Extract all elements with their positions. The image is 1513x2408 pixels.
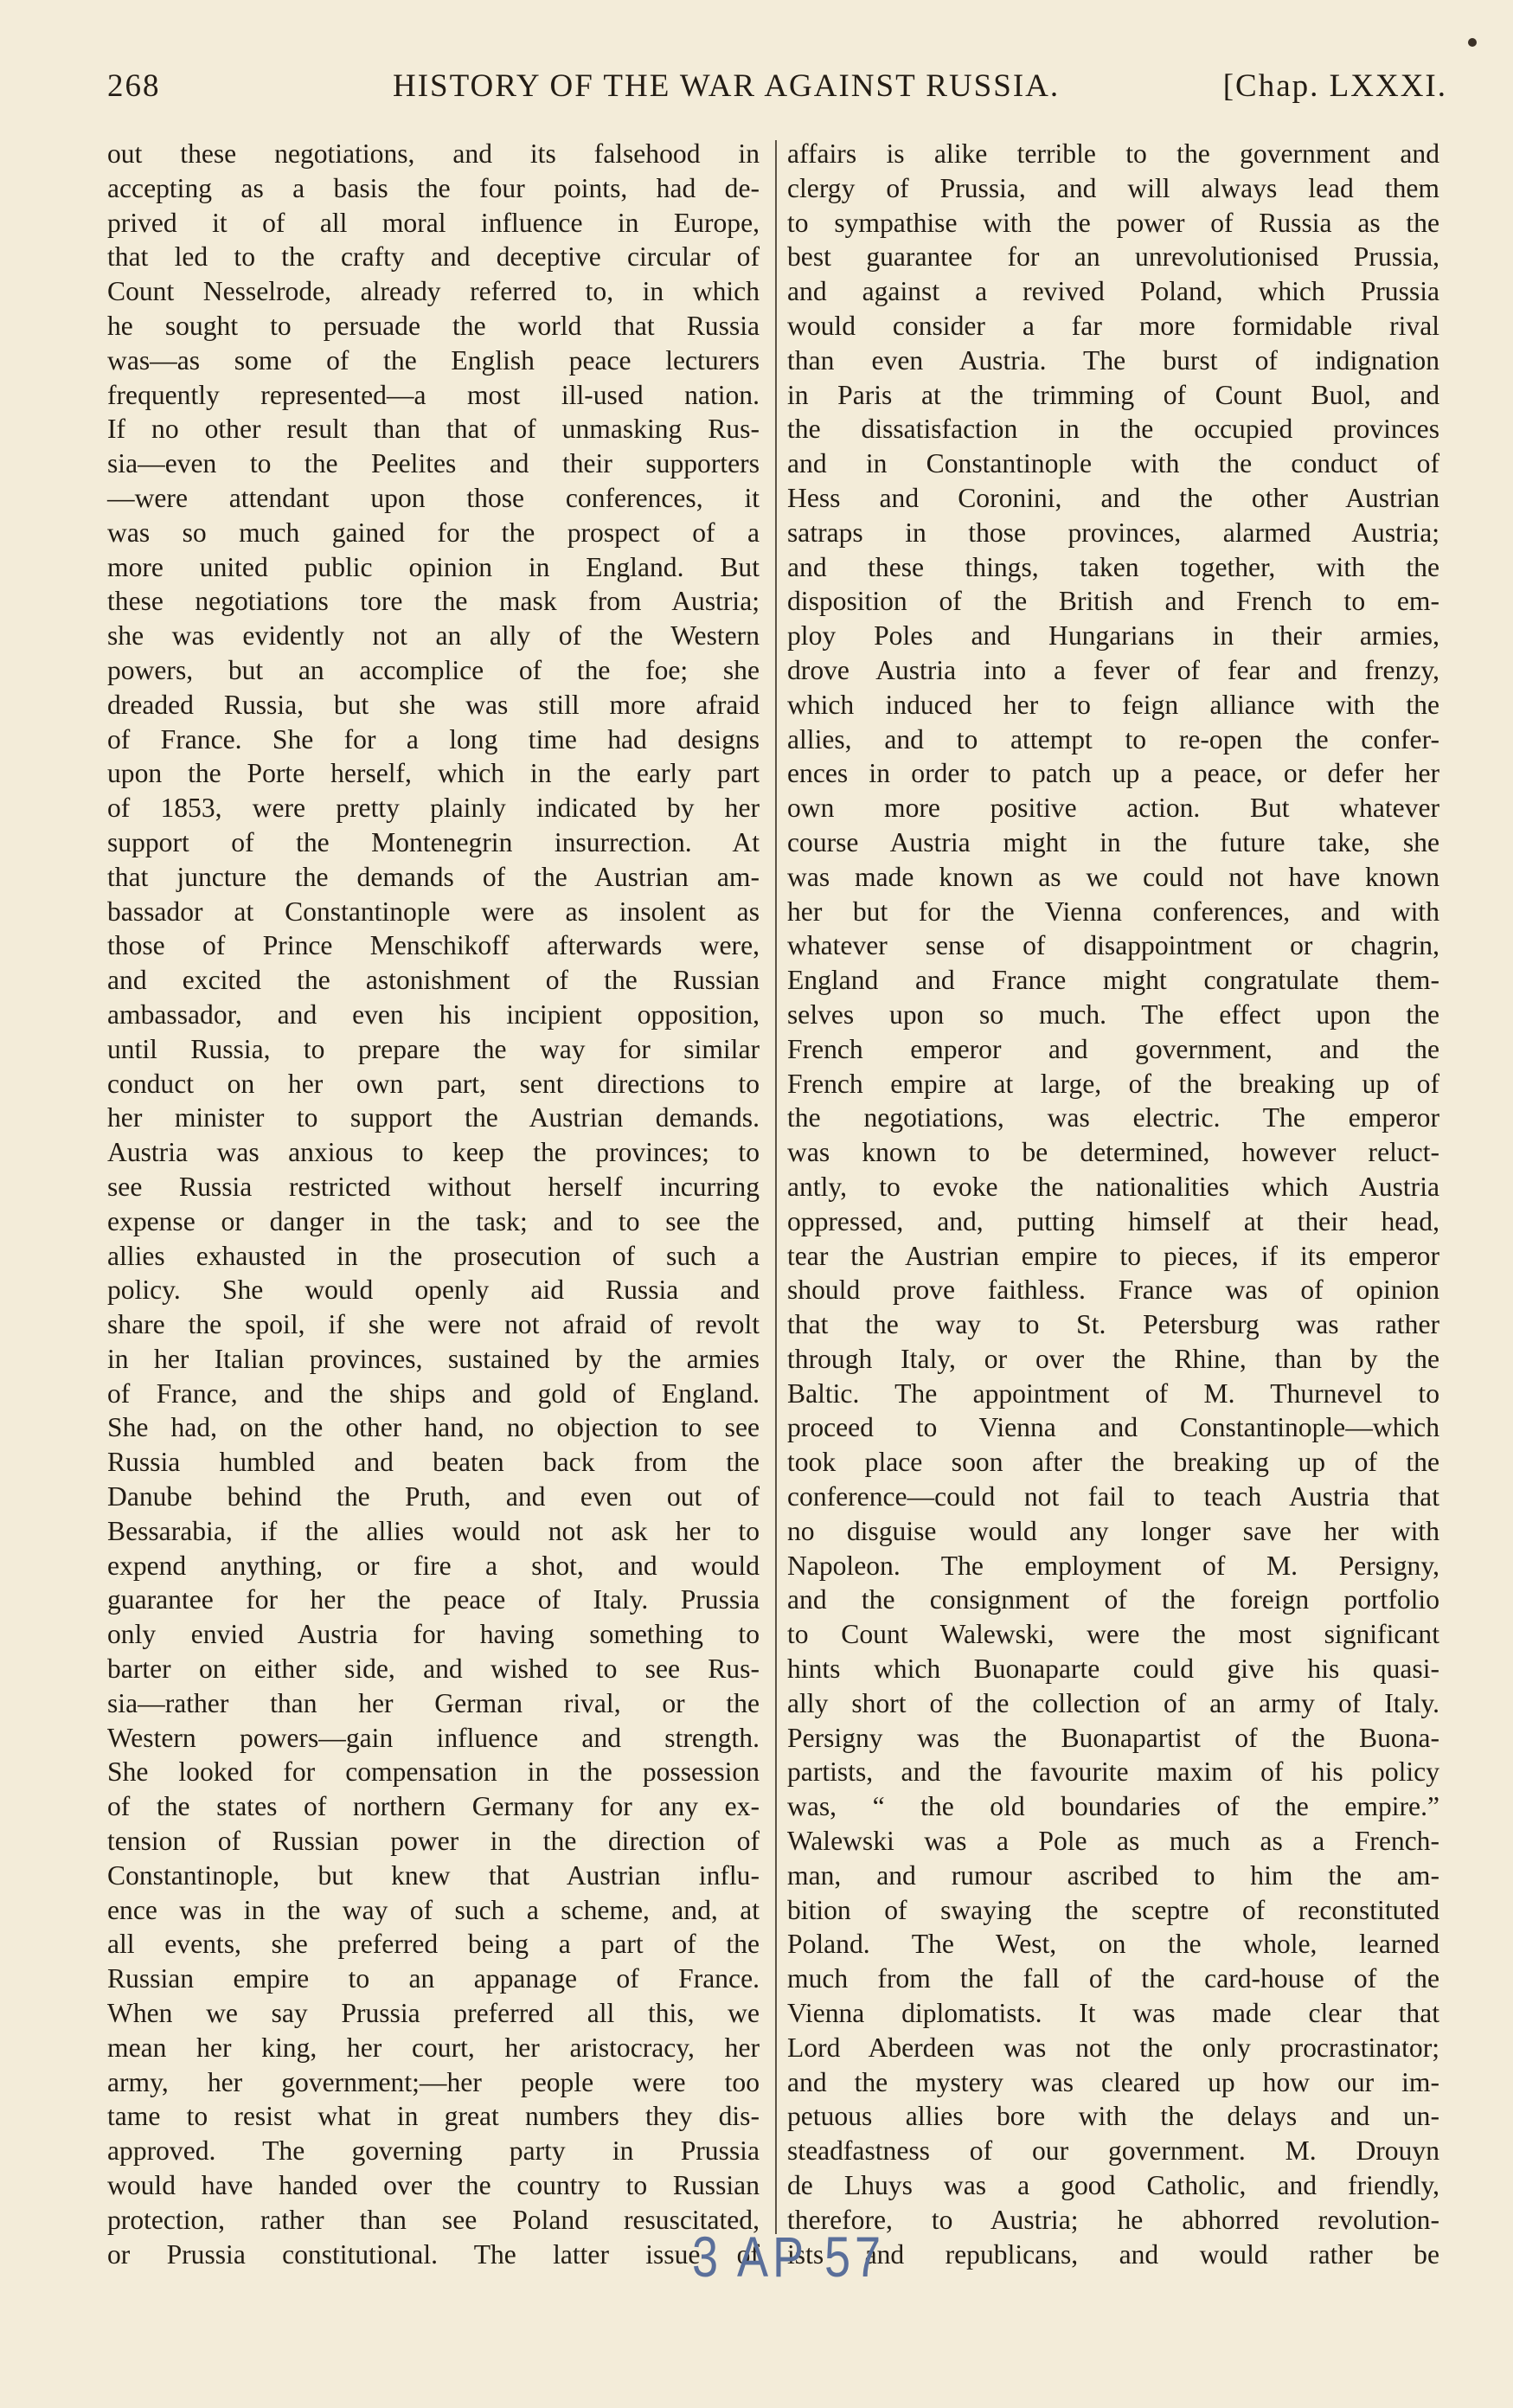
text-line: the negotiations, was electric. The emperor bbox=[787, 1102, 1439, 1133]
text-line: frequently represented—a most ill-used nation. bbox=[107, 379, 760, 410]
text-line: Austria was anxious to keep the provinces; to bbox=[107, 1137, 760, 1168]
text-line: ences in order to patch up a peace, or defer her bbox=[787, 758, 1439, 789]
text-line: Danube behind the Pruth, and even out of bbox=[107, 1481, 760, 1512]
text-line: best guarantee for an unrevolutionised Prussia, bbox=[787, 241, 1439, 273]
date-stamp: 3 AP 57 bbox=[692, 2225, 886, 2289]
text-line: and the mystery was cleared up how our im- bbox=[787, 2066, 1439, 2097]
text-line: and these things, taken together, with the bbox=[787, 551, 1439, 582]
text-line: more united public opinion in England. But bbox=[107, 551, 760, 582]
text-line: was made known as we could not have known bbox=[787, 861, 1439, 892]
text-line: of France, and the ships and gold of England. bbox=[107, 1377, 760, 1409]
text-line: Walewski was a Pole as much as a French- bbox=[787, 1826, 1439, 1857]
text-line: powers, but an accomplice of the foe; she bbox=[107, 654, 760, 685]
text-line: approved. The governing party in Prussia bbox=[107, 2135, 760, 2167]
text-line: through Italy, or over the Rhine, than by the bbox=[787, 1343, 1439, 1374]
text-line: whatever sense of disappointment or chagrin, bbox=[787, 930, 1439, 961]
text-line: tear the Austrian empire to pieces, if its emperor bbox=[787, 1240, 1439, 1271]
text-line: her minister to support the Austrian demands. bbox=[107, 1102, 760, 1133]
page-number: 268 bbox=[107, 68, 161, 104]
text-line: those of Prince Menschikoff afterwards were, bbox=[107, 930, 760, 961]
text-line: hints which Buonaparte could give his quasi- bbox=[787, 1653, 1439, 1685]
text-line: sia—even to the Peelites and their supporters bbox=[107, 448, 760, 479]
text-line: that the way to St. Petersburg was rather bbox=[787, 1309, 1439, 1340]
text-line: protection, rather than see Poland resuscitated, bbox=[107, 2204, 760, 2235]
text-line: should prove faithless. France was of opinion bbox=[787, 1275, 1439, 1306]
text-line: was, “ the old boundaries of the empire.” bbox=[787, 1791, 1439, 1822]
right-column bbox=[787, 137, 1439, 2271]
text-line: her but for the Vienna conferences, and with bbox=[787, 896, 1439, 927]
text-line: tension of Russian power in the direction of bbox=[107, 1826, 760, 1857]
running-title: HISTORY OF THE WAR AGAINST RUSSIA. bbox=[393, 68, 1061, 104]
text-line: was known to be determined, however reluct- bbox=[787, 1137, 1439, 1168]
text-line: conduct on her own part, sent directions to bbox=[107, 1068, 760, 1099]
text-line: policy. She would openly aid Russia and bbox=[107, 1275, 760, 1306]
text-line: in her Italian provinces, sustained by the armies bbox=[107, 1343, 760, 1374]
text-line: clergy of Prussia, and will always lead them bbox=[787, 172, 1439, 203]
text-line: French emperor and government, and the bbox=[787, 1033, 1439, 1064]
text-line: out these negotiations, and its falsehood in bbox=[107, 138, 760, 169]
text-line: affairs is alike terrible to the government and bbox=[787, 138, 1439, 169]
text-line: French empire at large, of the breaking up of bbox=[787, 1068, 1439, 1099]
text-line: which induced her to feign alliance with the bbox=[787, 689, 1439, 720]
text-line: own more positive action. But whatever bbox=[787, 793, 1439, 824]
text-line: man, and rumour ascribed to him the am- bbox=[787, 1859, 1439, 1891]
text-line: see Russia restricted without herself incurring bbox=[107, 1171, 760, 1202]
text-line: Russia humbled and beaten back from the bbox=[107, 1447, 760, 1478]
text-line: accepting as a basis the four points, had de- bbox=[107, 172, 760, 203]
text-line: or Prussia constitutional. The latter issue of bbox=[107, 2238, 760, 2270]
text-line: allies, and to attempt to re-open the confer- bbox=[787, 723, 1439, 755]
text-line: Napoleon. The employment of M. Persigny, bbox=[787, 1550, 1439, 1581]
text-line: selves upon so much. The effect upon the bbox=[787, 999, 1439, 1030]
text-line: ally short of the collection of an army of Italy. bbox=[787, 1687, 1439, 1718]
running-header bbox=[107, 61, 1458, 112]
text-line: that led to the crafty and deceptive circular of bbox=[107, 241, 760, 273]
text-line: she was evidently not an ally of the Western bbox=[107, 620, 760, 652]
text-line: Count Nesselrode, already referred to, in which bbox=[107, 276, 760, 307]
text-line: If no other result than that of unmasking Rus- bbox=[107, 414, 760, 445]
text-line: and excited the astonishment of the Russian bbox=[107, 965, 760, 996]
text-line: army, her government;—her people were too bbox=[107, 2066, 760, 2097]
text-line: therefore, to Austria; he abhorred revolution- bbox=[787, 2204, 1439, 2235]
text-line: Russian empire to an appanage of France. bbox=[107, 1963, 760, 1994]
text-line: steadfastness of our government. M. Drouyn bbox=[787, 2135, 1439, 2167]
text-line: ploy Poles and Hungarians in their armies, bbox=[787, 620, 1439, 652]
text-line: mean her king, her court, her aristocracy, her bbox=[107, 2032, 760, 2063]
text-line: When we say Prussia preferred all this, we bbox=[107, 1998, 760, 2029]
text-line: to Count Walewski, were the most significant bbox=[787, 1619, 1439, 1650]
text-line: de Lhuys was a good Catholic, and friendly, bbox=[787, 2170, 1439, 2201]
text-line: oppressed, and, putting himself at their head, bbox=[787, 1205, 1439, 1236]
text-line: would have handed over the country to Russian bbox=[107, 2170, 760, 2201]
text-line: ence was in the way of such a scheme, and, at bbox=[107, 1894, 760, 1925]
text-line: allies exhausted in the prosecution of such a bbox=[107, 1240, 760, 1271]
text-line: barter on either side, and wished to see Rus- bbox=[107, 1653, 760, 1685]
text-line: satraps in those provinces, alarmed Austria; bbox=[787, 517, 1439, 548]
text-line: that juncture the demands of the Austrian am- bbox=[107, 861, 760, 892]
text-line: She looked for compensation in the possession bbox=[107, 1756, 760, 1788]
text-line: all events, she preferred being a part of the bbox=[107, 1929, 760, 1960]
text-line: support of the Montenegrin insurrection. At bbox=[107, 826, 760, 857]
text-line: much from the fall of the card-house of the bbox=[787, 1963, 1439, 1994]
text-line: Lord Aberdeen was not the only procrastinator; bbox=[787, 2032, 1439, 2063]
text-line: to sympathise with the power of Russia as the bbox=[787, 207, 1439, 238]
text-line: —were attendant upon those conferences, it bbox=[107, 482, 760, 513]
text-line: in Paris at the trimming of Count Buol, and bbox=[787, 379, 1439, 410]
text-line: She had, on the other hand, no objection to see bbox=[107, 1412, 760, 1443]
left-column bbox=[107, 137, 760, 2271]
text-line: Vienna diplomatists. It was made clear that bbox=[787, 1998, 1439, 2029]
text-line: Constantinople, but knew that Austrian influ- bbox=[107, 1859, 760, 1891]
text-line: was so much gained for the prospect of a bbox=[107, 517, 760, 548]
text-line: expend anything, or fire a shot, and would bbox=[107, 1550, 760, 1581]
text-line: dreaded Russia, but she was still more afraid bbox=[107, 689, 760, 720]
text-line: ambassador, and even his incipient opposition, bbox=[107, 999, 760, 1030]
text-line: only envied Austria for having something to bbox=[107, 1619, 760, 1650]
text-line: disposition of the British and French to em- bbox=[787, 586, 1439, 617]
text-line: bition of swaying the sceptre of reconstituted bbox=[787, 1894, 1439, 1925]
text-line: Persigny was the Buonapartist of the Buona- bbox=[787, 1722, 1439, 1753]
text-line: until Russia, to prepare the way for similar bbox=[107, 1033, 760, 1064]
text-line: Bessarabia, if the allies would not ask her to bbox=[107, 1515, 760, 1546]
text-line: of France. She for a long time had designs bbox=[107, 723, 760, 755]
text-line: would consider a far more formidable rival bbox=[787, 310, 1439, 341]
text-line: course Austria might in the future take, she bbox=[787, 826, 1439, 857]
chapter-label: [Chap. LXXXI. bbox=[1222, 68, 1447, 104]
text-line: proceed to Vienna and Constantinople—which bbox=[787, 1412, 1439, 1443]
text-line: guarantee for her the peace of Italy. Prussia bbox=[107, 1584, 760, 1615]
text-line: the dissatisfaction in the occupied provinces bbox=[787, 414, 1439, 445]
text-line: of the states of northern Germany for any ex- bbox=[107, 1791, 760, 1822]
text-line: bassador at Constantinople were as insolent as bbox=[107, 896, 760, 927]
text-line: Poland. The West, on the whole, learned bbox=[787, 1929, 1439, 1960]
text-line: and against a revived Poland, which Prussia bbox=[787, 276, 1439, 307]
text-line: Hess and Coronini, and the other Austrian bbox=[787, 482, 1439, 513]
text-line: partists, and the favourite maxim of his policy bbox=[787, 1756, 1439, 1788]
text-line: and in Constantinople with the conduct of bbox=[787, 448, 1439, 479]
text-line: than even Austria. The burst of indignation bbox=[787, 344, 1439, 376]
text-line: upon the Porte herself, which in the early part bbox=[107, 758, 760, 789]
text-line: Western powers—gain influence and strength. bbox=[107, 1722, 760, 1753]
text-line: Baltic. The appointment of M. Thurnevel to bbox=[787, 1377, 1439, 1409]
text-line: no disguise would any longer save her with bbox=[787, 1515, 1439, 1546]
text-line: was—as some of the English peace lecturers bbox=[107, 344, 760, 376]
text-line: took place soon after the breaking up of the bbox=[787, 1447, 1439, 1478]
text-line: England and France might congratulate them- bbox=[787, 965, 1439, 996]
text-line: petuous allies bore with the delays and un- bbox=[787, 2101, 1439, 2132]
text-line: he sought to persuade the world that Russia bbox=[107, 310, 760, 341]
text-line: expense or danger in the task; and to see the bbox=[107, 1205, 760, 1236]
text-line: conference—could not fail to teach Austria that bbox=[787, 1481, 1439, 1512]
text-line: and the consignment of the foreign portfolio bbox=[787, 1584, 1439, 1615]
ink-speck bbox=[1468, 38, 1477, 47]
text-line: of 1853, were pretty plainly indicated by her bbox=[107, 793, 760, 824]
text-line: prived it of all moral influence in Europe, bbox=[107, 207, 760, 238]
text-line: ists and republicans, and would rather be bbox=[787, 2238, 1439, 2270]
column-divider bbox=[775, 140, 777, 2234]
text-line: antly, to evoke the nationalities which Austria bbox=[787, 1171, 1439, 1202]
text-line: these negotiations tore the mask from Austria; bbox=[107, 586, 760, 617]
text-line: drove Austria into a fever of fear and frenzy, bbox=[787, 654, 1439, 685]
text-line: tame to resist what in great numbers they dis- bbox=[107, 2101, 760, 2132]
text-line: sia—rather than her German rival, or the bbox=[107, 1687, 760, 1718]
text-line: share the spoil, if she were not afraid of revolt bbox=[107, 1309, 760, 1340]
